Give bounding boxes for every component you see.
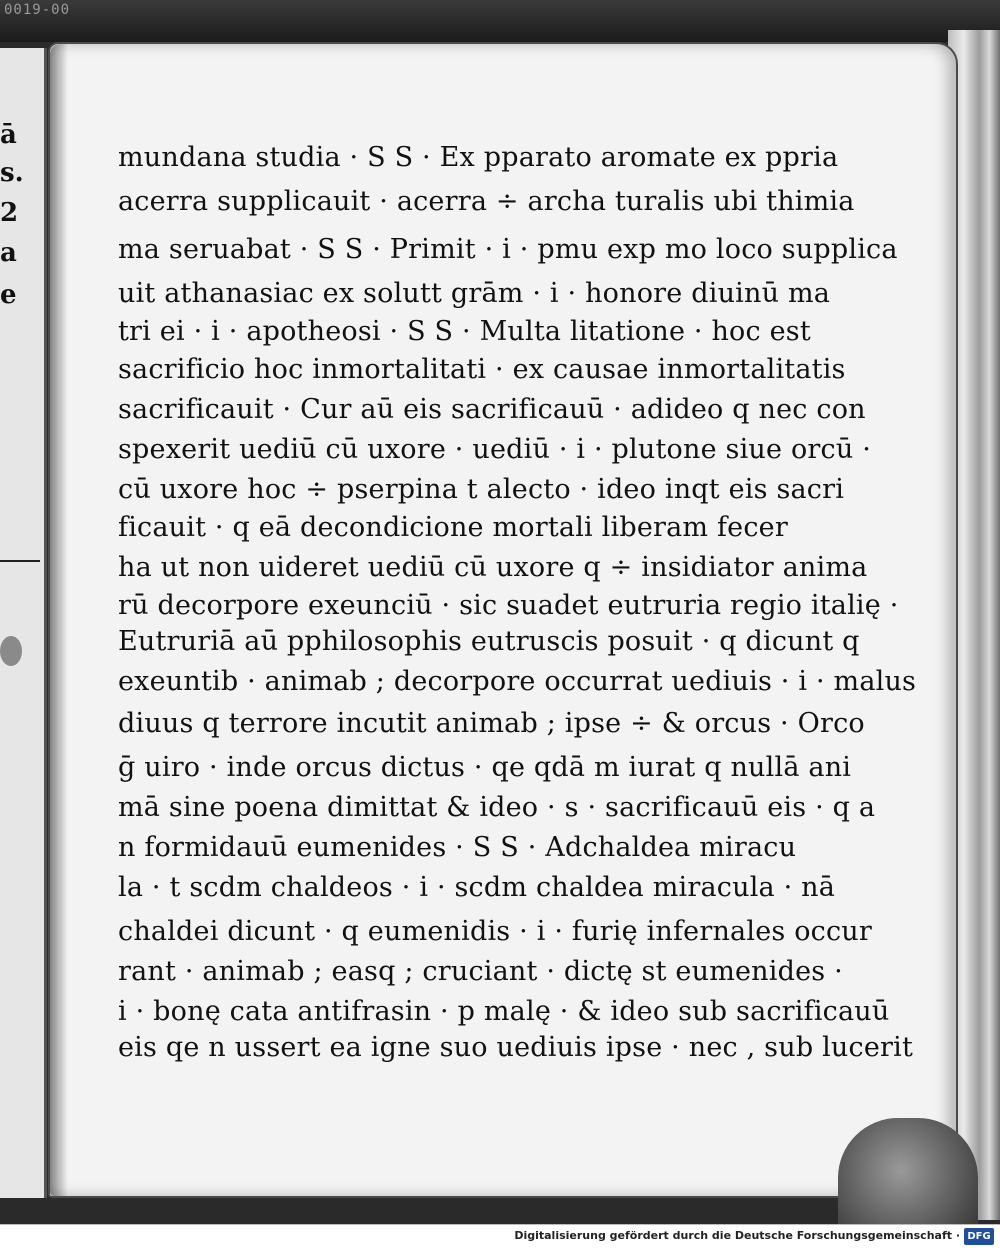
manuscript-line: diuus q terrore incutit animab ; ipse ÷ & orcus · Orco (118, 708, 865, 739)
manuscript-line: mundana studia · S S · Ex pparato aromate ex ppria (118, 142, 839, 173)
manuscript-line: eis qe n ussert ea igne suo uediuis ipse · nec , sub lucerit (118, 1032, 914, 1063)
dfg-logo: DFG (964, 1228, 994, 1245)
manuscript-line: rū decorpore exeunciū · sic suadet eutruria regio italię · (118, 590, 899, 621)
left-page-rule (0, 560, 40, 562)
left-page-fragment: e (0, 280, 17, 310)
left-page-edge (0, 48, 47, 1198)
manuscript-line: i · bonę cata antifrasin · p malę · & ideo sub sacrificauū (118, 996, 890, 1027)
manuscript-line: Eutruriā aū pphilosophis eutruscis posuit · q dicunt q (118, 626, 860, 657)
manuscript-line: ficauit · q eā decondicione mortali liberam fecer (118, 512, 788, 543)
manuscript-line: ḡ uiro · inde orcus dictus · qe qdā m iurat q nullā ani (118, 752, 852, 783)
manuscript-line: sacrificio hoc inmortalitati · ex causae inmortalitatis (118, 354, 846, 385)
funding-credit: Digitalisierung gefördert durch die Deutsche Forschungsgemeinschaft · (514, 1229, 960, 1242)
scan-top-strip (0, 0, 1000, 42)
manuscript-line: n formidauū eumenides · S S · Adchaldea miracu (118, 832, 797, 863)
manuscript-line: exeuntib · animab ; decorpore occurrat uediuis · i · malus (118, 666, 917, 697)
manuscript-line: spexerit uediū cū uxore · uediū · i · plutone siue orcū · (118, 434, 872, 465)
manuscript-line: mā sine poena dimittat & ideo · s · sacrificauū eis · q a (118, 792, 876, 823)
manuscript-line: la · t scdm chaldeos · i · scdm chaldea miracula · nā (118, 872, 836, 903)
left-page-fragment: ā (0, 120, 17, 150)
manuscript-line: rant · animab ; easq ; cruciant · dictę st eumenides · (118, 956, 843, 987)
digitization-footer (0, 1224, 1000, 1250)
manuscript-line: tri ei · i · apotheosi · S S · Multa litatione · hoc est (118, 316, 811, 347)
left-page-fragment: a (0, 238, 17, 268)
left-page-fragment: 2 (0, 198, 19, 228)
manuscript-line: acerra supplicauit · acerra ÷ archa turalis ubi thimia (118, 186, 855, 217)
manuscript-page (48, 42, 958, 1198)
left-page-ink-blot (0, 636, 22, 666)
manuscript-line: sacrificauit · Cur aū eis sacrificauū · adideo q nec con (118, 394, 866, 425)
manuscript-line: ma seruabat · S S · Primit · i · pmu exp mo loco supplica (118, 234, 898, 265)
left-page-fragment: s. (0, 158, 24, 188)
manuscript-line: cū uxore hoc ÷ pserpina t alecto · ideo inqt eis sacri (118, 474, 845, 505)
manuscript-line: chaldei dicunt · q eumenidis · i · furię infernales occur (118, 916, 873, 947)
manuscript-line: uit athanasiac ex solutt grām · i · honore diuinū ma (118, 278, 831, 309)
scan-shelfmark-label: 0019-00 (4, 2, 71, 18)
manuscript-line: ha ut non uideret uediū cū uxore q ÷ insidiator anima (118, 552, 868, 583)
gutter-shadow (50, 44, 68, 1196)
